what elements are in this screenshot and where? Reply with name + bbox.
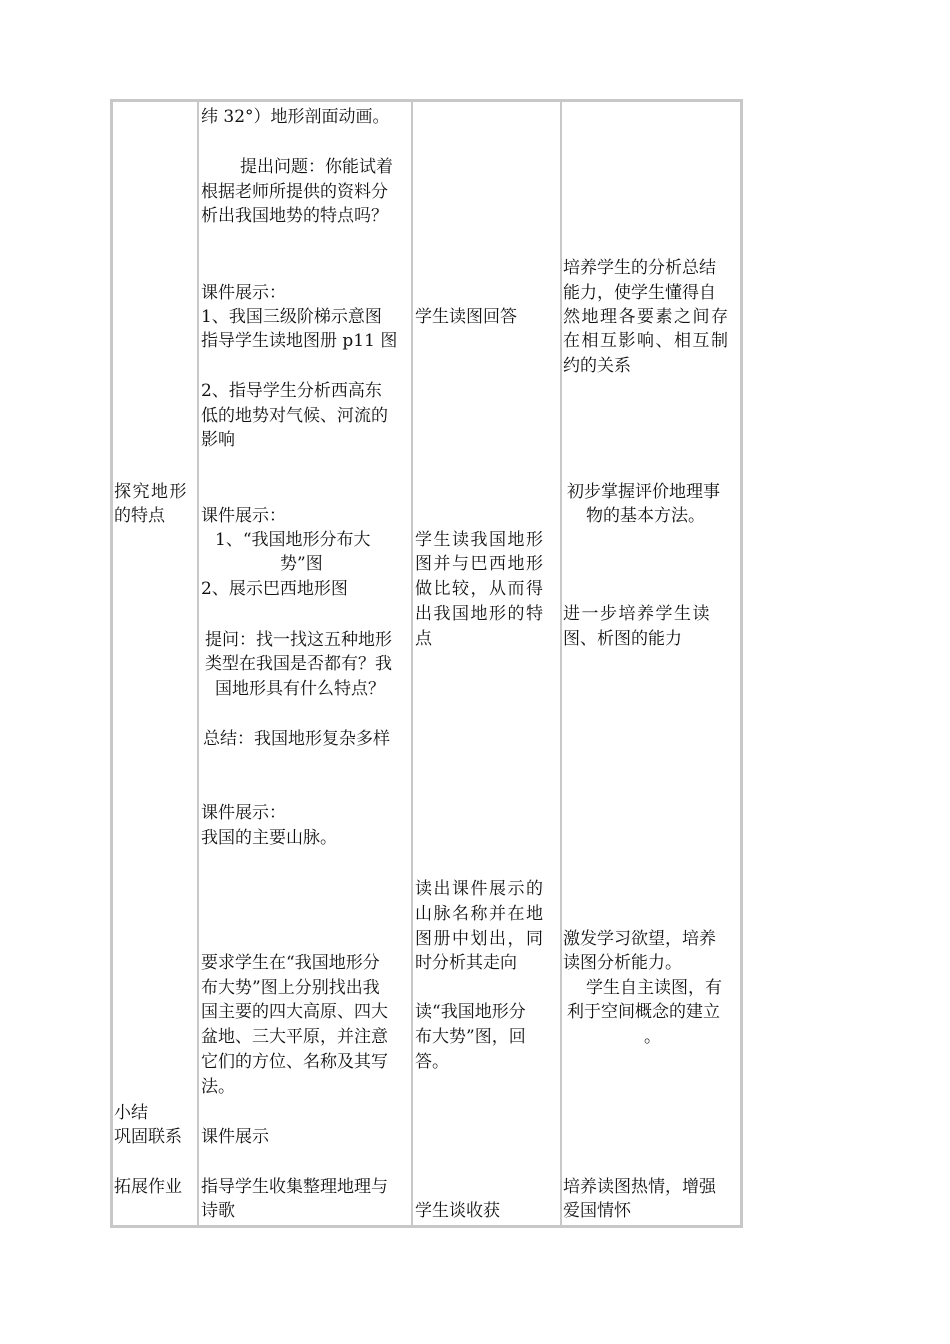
teacher-anim-text: 纬 32°）地形剖面动画。 xyxy=(201,107,390,127)
teacher-ask-line: 国地形具有什么特点？ xyxy=(215,679,385,699)
intent-analysis-line: 培养学生的分析总结 xyxy=(563,258,716,278)
column-divider xyxy=(560,102,562,1225)
student-mountain-line: 图册中划出，同 xyxy=(415,929,545,949)
student-compare-line: 出我国地形的特 xyxy=(415,604,545,624)
teacher-require-line: 要求学生在“我国地形分 xyxy=(201,953,380,973)
teacher-show3-line: 课件展示： xyxy=(201,803,286,823)
teacher-guide-line: 影响 xyxy=(201,430,235,450)
stage-summary-line2: 巩固联系 xyxy=(114,1127,182,1147)
column-divider xyxy=(411,102,413,1225)
student-compare-line: 学生读我国地形 xyxy=(415,530,545,550)
student-gain: 学生谈收获 xyxy=(415,1201,500,1221)
teacher-collect-line: 指导学生收集整理地理与 xyxy=(201,1177,388,1197)
teacher-show1-line: 课件展示： xyxy=(201,283,286,303)
student-compare-line: 点 xyxy=(415,629,432,649)
stage-explore-line1: 探究地形 xyxy=(114,482,188,502)
teacher-require-line: 法。 xyxy=(201,1077,235,1097)
student-mountain-line: 时分析其走向 xyxy=(415,953,517,973)
teacher-guide-line: 低的地势对气候、河流的 xyxy=(201,406,388,426)
teacher-show4: 课件展示 xyxy=(201,1127,269,1147)
student-read-answer: 学生读图回答 xyxy=(415,307,517,327)
intent-motivate-line: 激发学习欲望，培养 xyxy=(563,929,716,949)
intent-motivate-line: 读图分析能力。 xyxy=(563,953,682,973)
teacher-ask-line: 类型在我国是否都有？我 xyxy=(205,654,392,674)
teacher-show2-line: 2、展示巴西地形图 xyxy=(201,579,348,599)
teacher-question-line: 提出问题：你能试着 xyxy=(240,157,393,177)
column-divider xyxy=(197,102,199,1225)
student-mountain-line: 读出课件展示的 xyxy=(415,879,545,899)
student-mountain-line: 山脉名称并在地 xyxy=(415,904,545,924)
intent-further-line: 图、析图的能力 xyxy=(563,629,682,649)
teacher-show2-line: 课件展示： xyxy=(201,506,286,526)
teacher-show1-line: 指导学生读地图册 p11 图 xyxy=(201,331,398,351)
intent-analysis-line: 能力，使学生懂得自 xyxy=(563,283,716,303)
teacher-show3-line: 我国的主要山脉。 xyxy=(201,828,337,848)
teacher-require-line: 布大势”图上分别找出我 xyxy=(201,978,380,998)
teacher-require-line: 国主要的四大高原、四大 xyxy=(201,1002,388,1022)
teacher-show1-line: 1、我国三级阶梯示意图 xyxy=(201,307,382,327)
teacher-guide-line: 2、指导学生分析西高东 xyxy=(201,381,382,401)
intent-method-line: 物的基本方法。 xyxy=(586,506,705,526)
teacher-conclude: 总结：我国地形复杂多样 xyxy=(203,729,390,749)
stage-explore-line2: 的特点 xyxy=(114,506,165,526)
teacher-question-line: 析出我国地势的特点吗？ xyxy=(201,206,388,226)
intent-self-line: 学生自主读图，有 xyxy=(586,978,722,998)
intent-analysis-line: 然地理各要素之间存 xyxy=(563,307,730,327)
student-read2-line: 读“我国地形分 xyxy=(415,1002,526,1022)
intent-patriot-line: 爱国情怀 xyxy=(563,1201,631,1221)
teacher-require-line: 它们的方位、名称及其写 xyxy=(201,1052,388,1072)
stage-homework: 拓展作业 xyxy=(114,1177,182,1197)
student-compare-line: 做比较，从而得 xyxy=(415,579,545,599)
intent-self-line: 利于空间概念的建立 xyxy=(567,1002,720,1022)
intent-patriot-line: 培养读图热情，增强 xyxy=(563,1177,716,1197)
intent-analysis-line: 约的关系 xyxy=(563,356,631,376)
intent-method-line: 初步掌握评价地理事 xyxy=(567,482,720,502)
stage-summary-line1: 小结 xyxy=(114,1103,148,1123)
teacher-collect-line: 诗歌 xyxy=(201,1201,235,1221)
teacher-ask-line: 提问：找一找这五种地形 xyxy=(205,630,392,650)
intent-analysis-line: 在相互影响、相互制 xyxy=(563,331,730,351)
teacher-show2-line: 1、“我国地形分布大 xyxy=(215,530,371,550)
teacher-show2-line: 势”图 xyxy=(280,554,323,574)
student-read2-line: 布大势”图，回 xyxy=(415,1027,526,1047)
teacher-question-line: 根据老师所提供的资料分 xyxy=(201,182,388,202)
student-compare-line: 图并与巴西地形 xyxy=(415,554,545,574)
student-read2-line: 答。 xyxy=(415,1052,449,1072)
intent-further-line: 进一步培养学生读 xyxy=(563,604,711,624)
teacher-require-line: 盆地、三大平原，并注意 xyxy=(201,1027,388,1047)
intent-self-line: 。 xyxy=(644,1027,661,1047)
